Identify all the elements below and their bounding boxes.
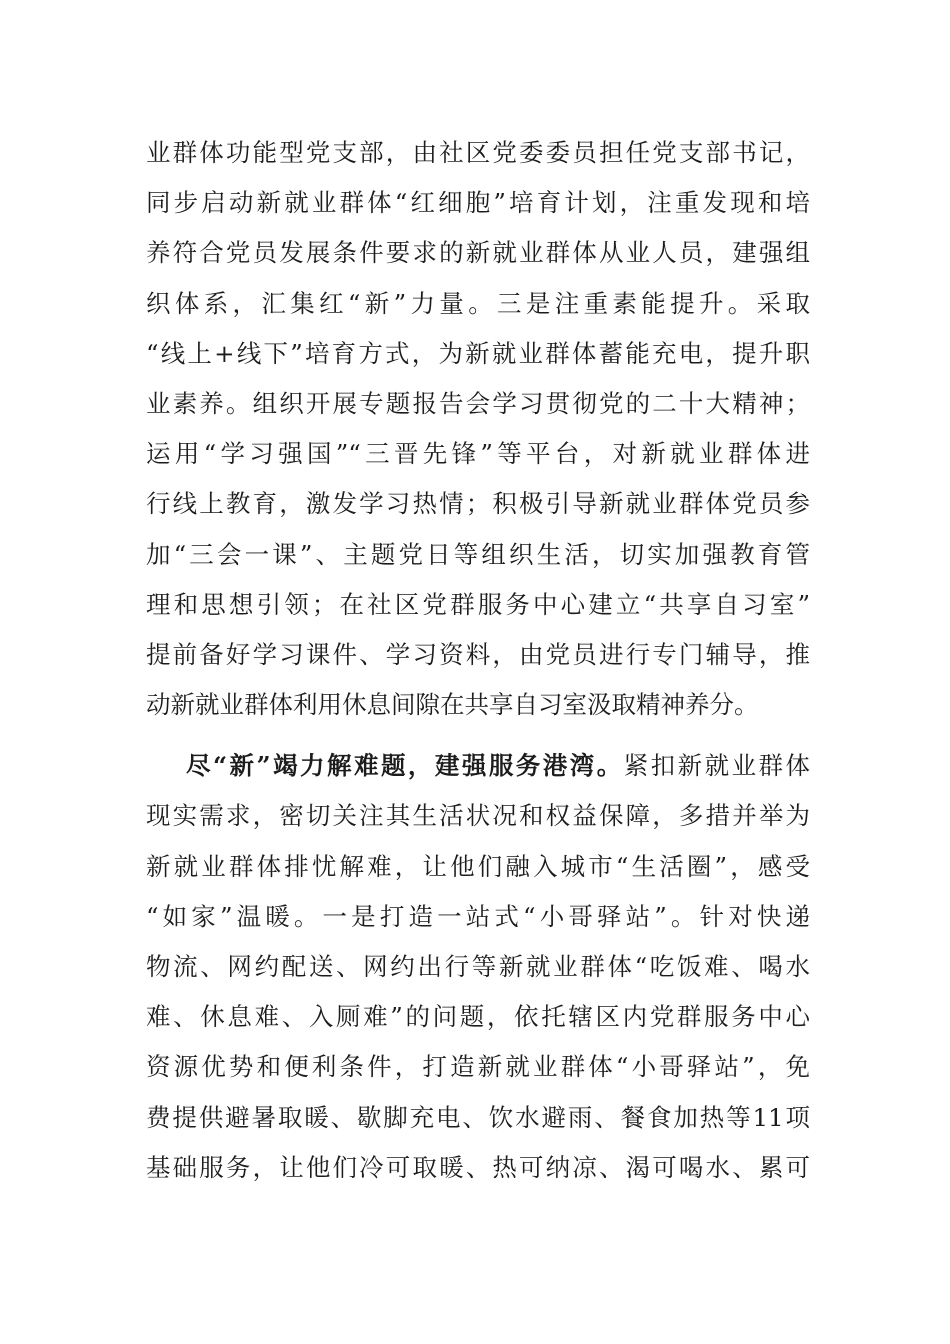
text-line: 资源优势和便利条件，打造新就业群体“小哥驿站”，免 [146, 1052, 810, 1082]
paragraph-spacer [146, 730, 810, 741]
text-line: 提前备好学习课件、学习资料，由党员进行专门辅导，推 [146, 639, 810, 669]
body-text [146, 128, 810, 1193]
text-line: “如家”温暖。一是打造一站式“小哥驿站”。针对快递 [146, 901, 810, 931]
text-line: 费提供避暑取暖、歇脚充电、饮水避雨、餐食加热等11项 [146, 1102, 810, 1132]
text-line: 动新就业群体利用休息间隙在共享自习室汲取精神养分。 [146, 690, 759, 720]
paragraph-2 [146, 741, 810, 1193]
text-line: 业素养。组织开展专题报告会学习贯彻党的二十大精神； [146, 388, 810, 418]
text-line: “线上+线下”培育方式，为新就业群体蓄能充电，提升职 [146, 338, 810, 368]
text-line: 行线上教育，激发学习热情；积极引导新就业群体党员参 [146, 489, 810, 519]
text-line: 运用“学习强国”“三晋先锋”等平台，对新就业群体进 [146, 439, 810, 469]
text-line: 难、休息难、入厕难”的问题，依托辖区内党群服务中心 [146, 1002, 810, 1032]
text-line: 业群体功能型党支部，由社区党委委员担任党支部书记， [146, 138, 810, 167]
text-line: 织体系，汇集红“新”力量。三是注重素能提升。采取 [146, 288, 810, 318]
text-line: 加“三会一课”、主题党日等组织生活，切实加强教育管 [146, 539, 810, 569]
paragraph-1 [146, 128, 810, 730]
text-run: 紧扣新就业群体 [623, 751, 811, 781]
text-line: 现实需求，密切关注其生活状况和权益保障，多措并举为 [146, 801, 810, 831]
paragraph-lead-line [146, 741, 810, 791]
text-line: 物流、网约配送、网约出行等新就业群体“吃饭难、喝水 [146, 952, 810, 981]
text-line: 基础服务，让他们冷可取暖、热可纳凉、渴可喝水、累可 [146, 1152, 810, 1182]
paragraph-heading: 尽“新”竭力解难题，建强服务港湾。 [186, 751, 624, 781]
text-line: 理和思想引领；在社区党群服务中心建立“共享自习室” [146, 589, 810, 619]
text-line: 养符合党员发展条件要求的新就业群体从业人员，建强组 [146, 238, 810, 268]
text-line: 新就业群体排忧解难，让他们融入城市“生活圈”，感受 [146, 851, 810, 881]
text-line: 同步启动新就业群体“红细胞”培育计划，注重发现和培 [146, 188, 810, 218]
